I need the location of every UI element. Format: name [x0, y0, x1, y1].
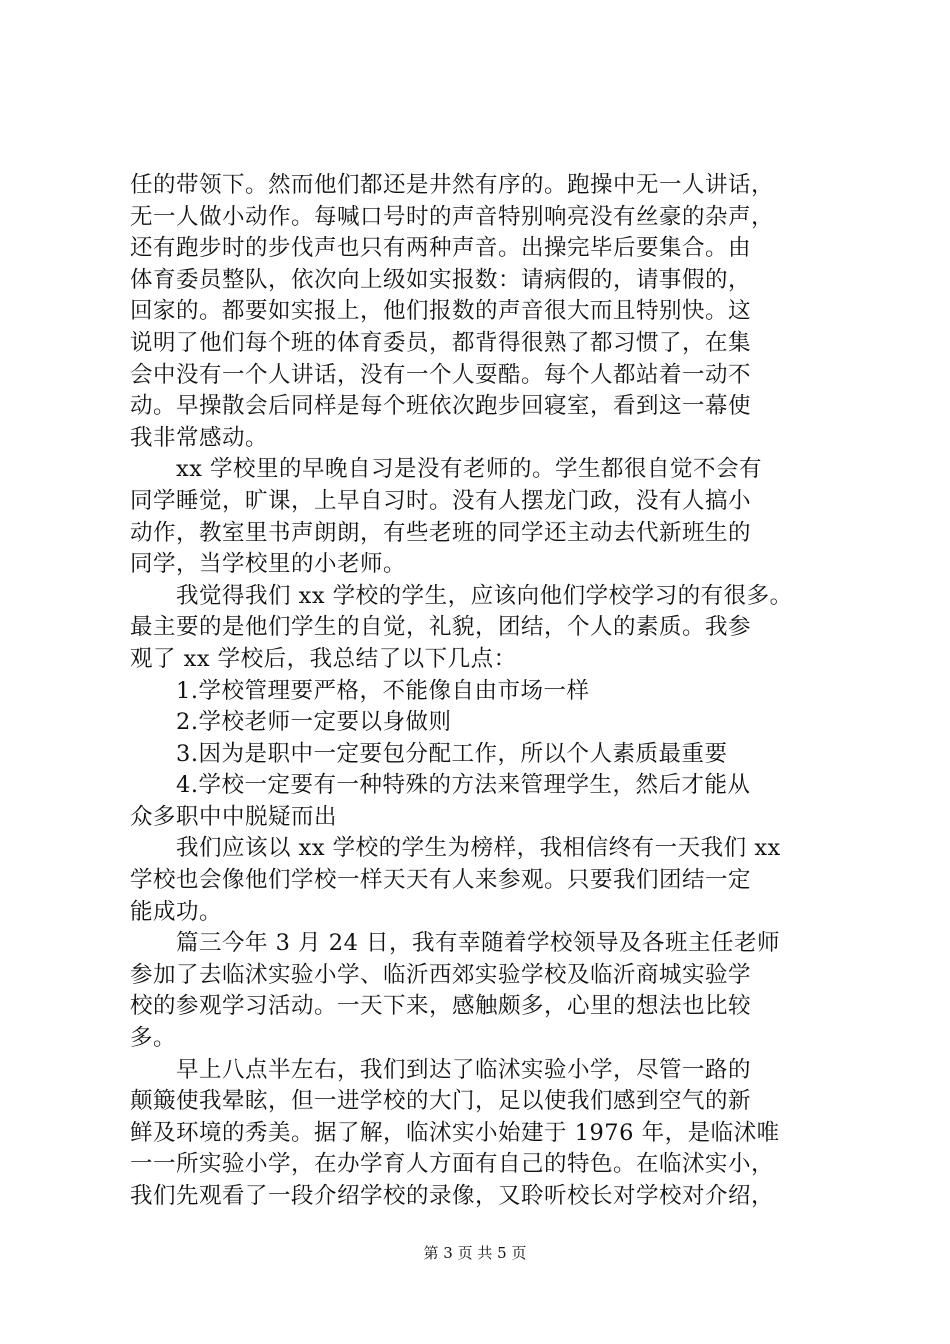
- list-item: 3.因为是职中一定要包分配工作，所以个人素质最重要: [130, 740, 728, 767]
- text-line: 校的参观学习活动。一天下来，感触颇多，心里的想法也比较: [130, 993, 752, 1020]
- text-line: 最主要的是他们学生的自觉，礼貌，团结，个人的素质。我参: [130, 614, 752, 641]
- text-line: 学校也会像他们学校一样天天有人来参观。只要我们团结一定: [130, 867, 752, 894]
- text-line: 无一人做小动作。每喊口号时的声音特别响亮没有丝豪的杂声，: [130, 203, 775, 230]
- text-line: 还有跑步时的步伐声也只有两种声音。出操完毕后要集合。由: [130, 235, 752, 262]
- text-line: 动作，教室里书声朗朗，有些老班的同学还主动去代新班生的: [130, 519, 752, 546]
- page-footer: 第 3 页 共 5 页: [423, 1244, 527, 1262]
- text-line: 同学，当学校里的小老师。: [130, 551, 407, 578]
- document-body: [130, 170, 830, 1213]
- text-line: 众多职中中脱疑而出: [130, 803, 338, 830]
- text-line: 说明了他们每个班的体育委员，都背得很熟了都习惯了，在集: [130, 329, 752, 356]
- text-line: 回家的。都要如实报上，他们报数的声音很大而且特别快。这: [130, 298, 752, 325]
- text-line: 我们先观看了一段介绍学校的录像，又聆听校长对学校对介绍，: [130, 1183, 775, 1209]
- text-line: 能成功。: [130, 898, 223, 925]
- text-line: 参加了去临沭实验小学、临沂西郊实验学校及临沂商城实验学: [130, 961, 752, 988]
- list-item: 4.学校一定要有一种特殊的方法来管理学生，然后才能从: [130, 772, 751, 799]
- text-line: 早上八点半左右，我们到达了临沭实验小学，尽管一路的: [130, 1056, 752, 1083]
- text-line: 多。: [130, 1025, 177, 1052]
- text-line: 动。早操散会后同样是每个班依次跑步回寝室，看到这一幕使: [130, 393, 752, 420]
- text-line: xx 学校里的早晚自习是没有老师的。学生都很自觉不会有: [130, 456, 763, 483]
- text-line: 篇三今年 3 月 24 日，我有幸随着学校领导及各班主任老师: [130, 930, 781, 957]
- text-line: 一一所实验小学，在办学育人方面有自己的特色。在临沭实小，: [130, 1151, 775, 1178]
- text-line: 会中没有一个人讲话，没有一个人耍酷。每个人都站着一动不: [130, 361, 752, 388]
- text-line: 鲜及环境的秀美。据了解，临沭实小始建于 1976 年，是临沭唯: [130, 1119, 780, 1146]
- text-line: 我非常感动。: [130, 424, 269, 451]
- list-item: 2.学校老师一定要以身做则: [130, 709, 452, 736]
- text-line: 我觉得我们 xx 学校的学生，应该向他们学校学习的有很多。: [130, 582, 793, 609]
- text-line: 我们应该以 xx 学校的学生为榜样，我相信终有一天我们 xx: [130, 835, 781, 862]
- text-line: 任的带领下。然而他们都还是井然有序的。跑操中无一人讲话，: [130, 172, 775, 198]
- text-line: 观了 xx 学校后，我总结了以下几点：: [130, 645, 517, 672]
- text-line: 体育委员整队，依次向上级如实报数：请病假的，请事假的，: [130, 266, 752, 293]
- text-line: 同学睡觉，旷课，上早自习时。没有人摆龙门政，没有人搞小: [130, 487, 752, 514]
- list-item: 1.学校管理要严格，不能像自由市场一样: [130, 677, 590, 704]
- text-line: 颠簸使我晕眩，但一进学校的大门，足以使我们感到空气的新: [130, 1088, 752, 1115]
